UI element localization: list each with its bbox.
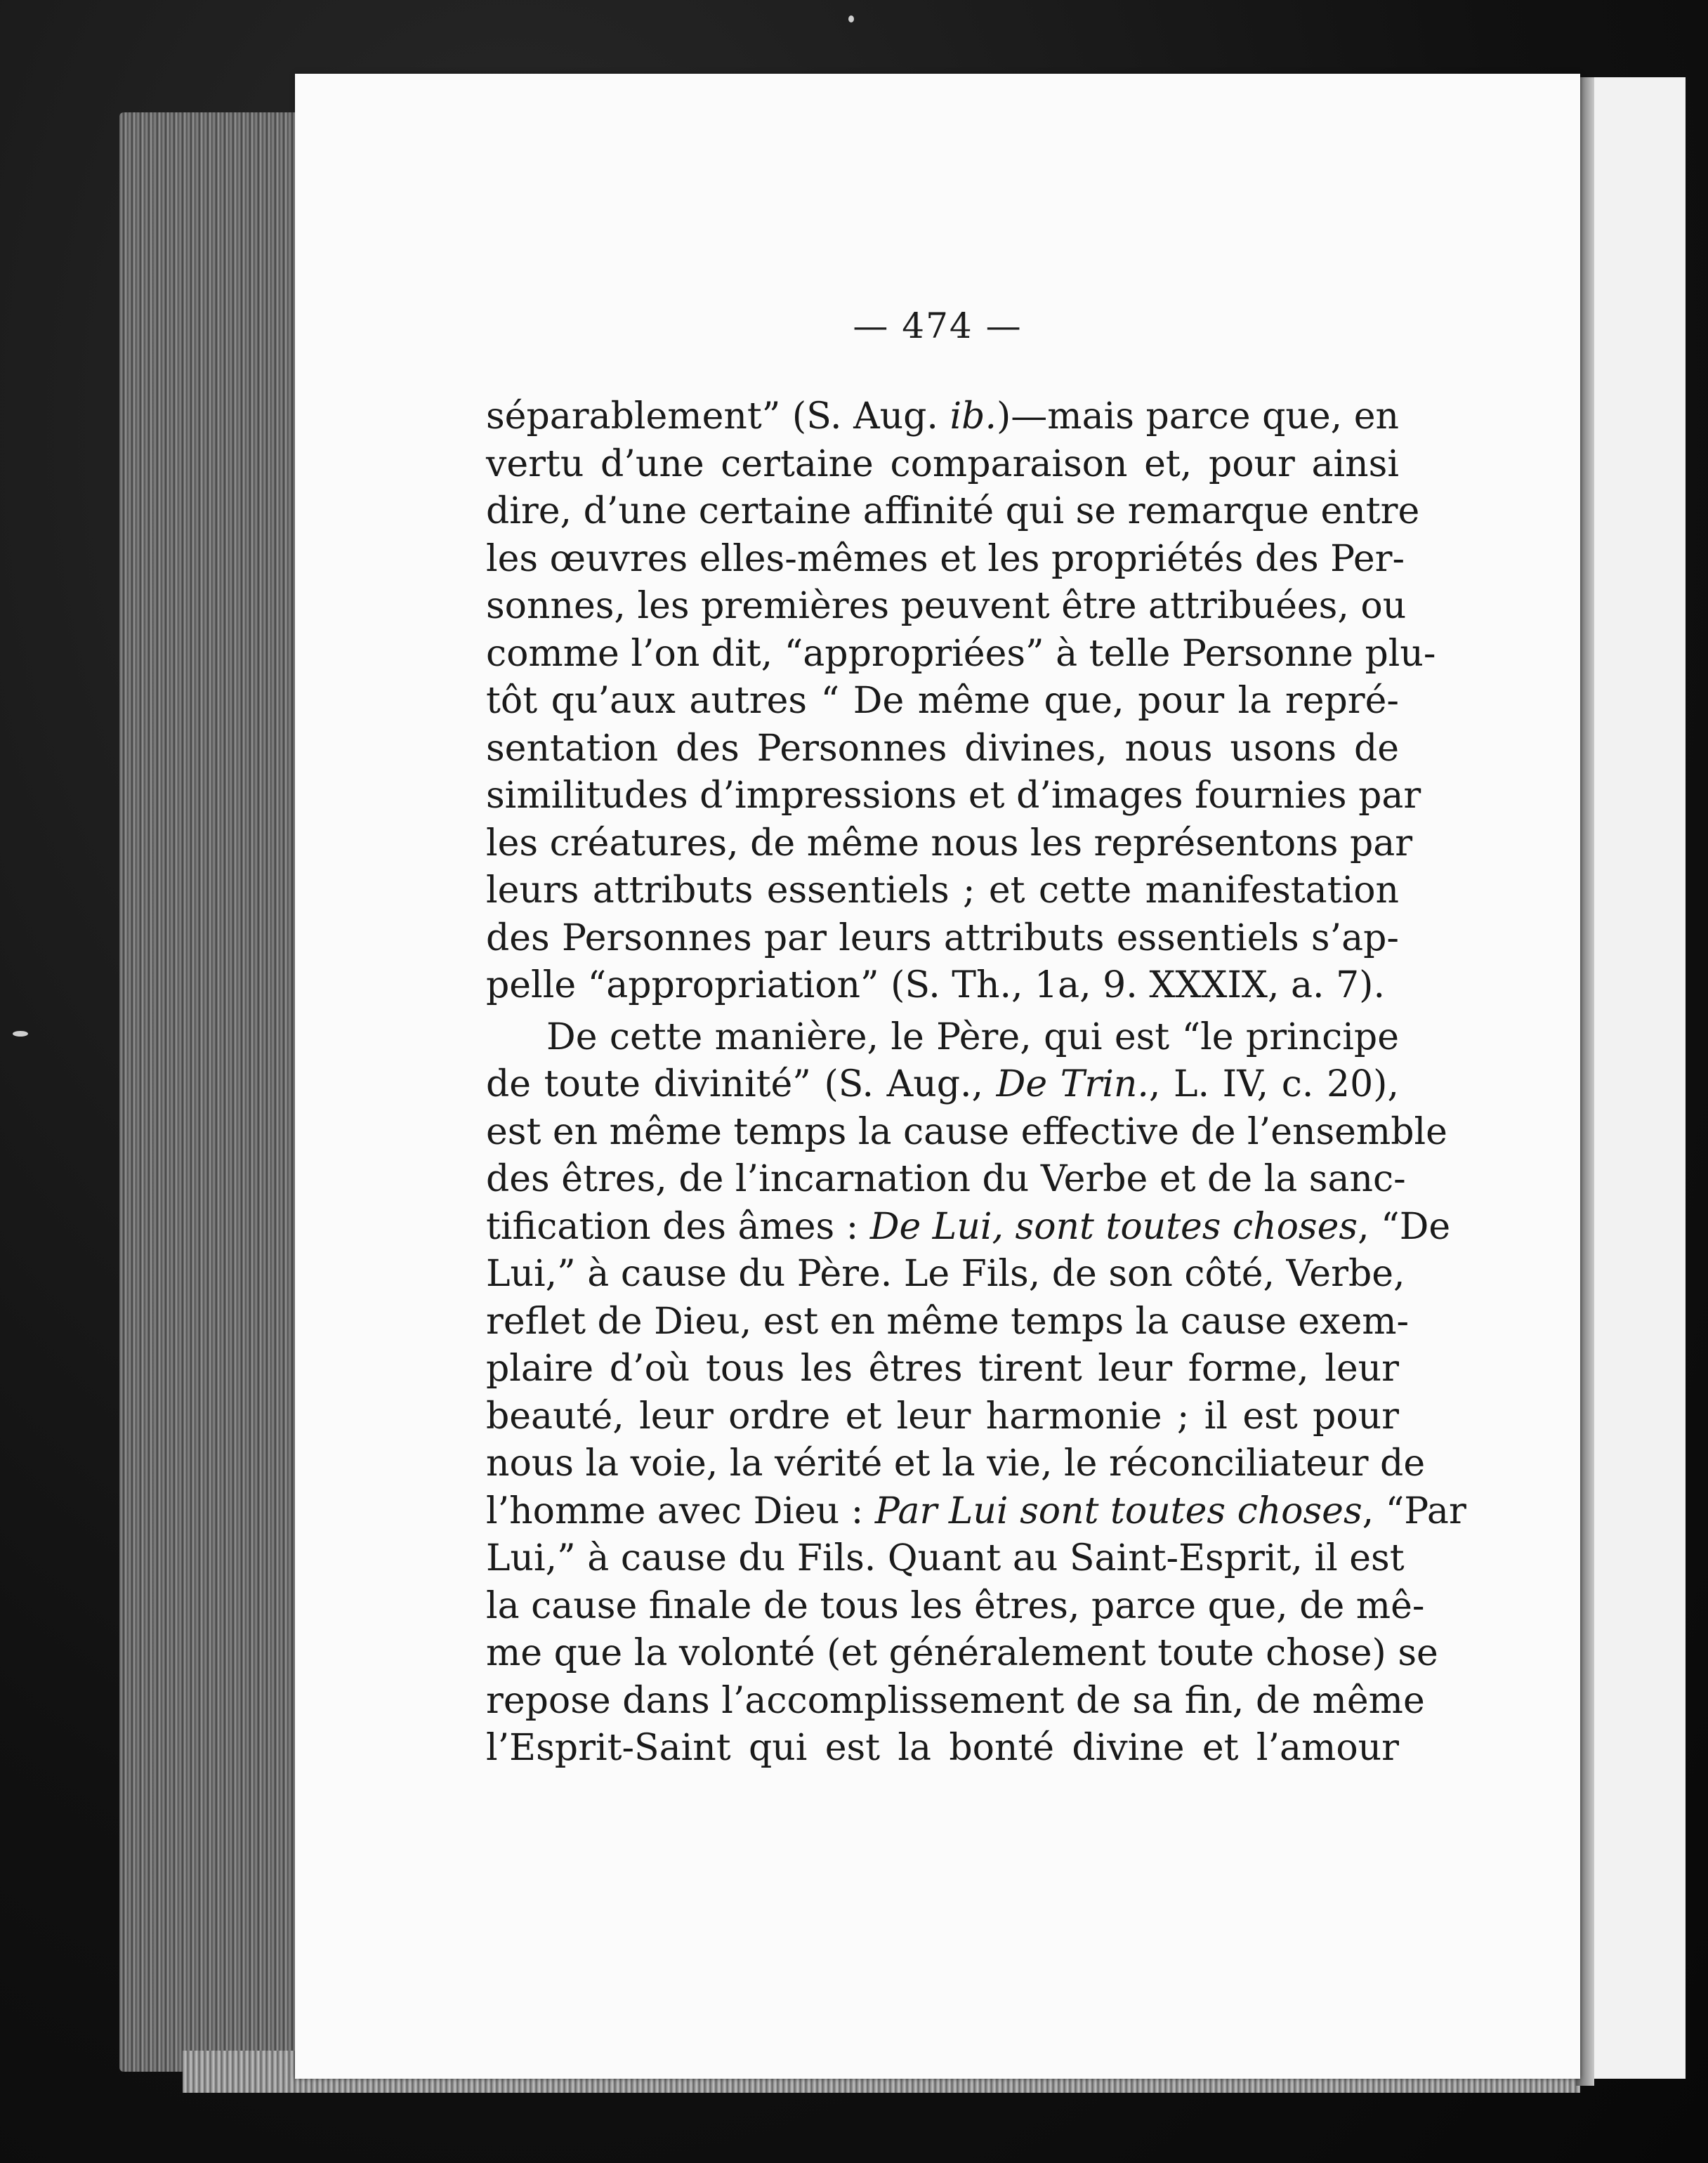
text-run: l’Esprit-Saint qui est la bonté divine et l’amour [486, 1727, 1399, 1769]
text-line [486, 1725, 1399, 1773]
text-run: les créatures, de même nous les représentons par [486, 822, 1413, 864]
text-line [486, 1299, 1410, 1346]
paragraph [486, 1014, 1466, 1773]
italic-text: ib. [950, 395, 997, 438]
text-run: plaire d’où tous les êtres tirent leur forme, leur [486, 1348, 1399, 1390]
text-line [486, 1630, 1438, 1678]
text-run: comme l’on dit, “appropriées” à telle Personne plu- [486, 632, 1436, 675]
text-run: )—mais parce que, en [996, 395, 1400, 438]
text-line [486, 1156, 1406, 1204]
text-line [486, 867, 1399, 915]
text-line [486, 1440, 1426, 1488]
text-run: l’homme avec Dieu : [486, 1490, 875, 1532]
text-line [486, 915, 1399, 963]
text-line [486, 772, 1421, 820]
text-line [486, 1014, 1399, 1062]
text-run: Lui,” à cause du Fils. Quant au Saint-Esprit, il est [486, 1537, 1405, 1579]
text-line [486, 725, 1399, 773]
text-line [486, 962, 1399, 1010]
text-line [486, 1061, 1399, 1109]
text-run: séparablement” (S. Aug. [486, 395, 950, 438]
text-run: sonnes, les premières peuvent être attribuées, ou [486, 585, 1407, 627]
text-run: pelle “appropriation” (S. Th., 1a, 9. XXXIX, a. 7). [486, 964, 1385, 1006]
text-line [486, 1251, 1405, 1299]
text-run: sentation des Personnes divines, nous usons de [486, 727, 1399, 770]
text-line [486, 1678, 1425, 1725]
text-run: repose dans l’accomplissement de sa fin, de même [486, 1679, 1425, 1722]
book-page [295, 74, 1580, 2079]
scan-speck [848, 15, 854, 22]
text-line [486, 1535, 1405, 1583]
text-line [486, 1583, 1425, 1631]
text-line [486, 488, 1420, 536]
text-run: est en même temps la cause effective de l’ensemble [486, 1110, 1447, 1153]
text-line [486, 536, 1405, 584]
text-run: vertu d’une certaine comparaison et, pour ainsi [486, 442, 1399, 485]
text-run: leurs attributs essentiels ; et cette manifestation [486, 869, 1399, 912]
text-run: similitudes d’impressions et d’images fournies par [486, 775, 1421, 817]
text-run: la cause finale de tous les êtres, parce que, de mê- [486, 1584, 1425, 1627]
text-run: des êtres, de l’incarnation du Verbe et de la sanc- [486, 1158, 1406, 1200]
body-text [486, 393, 1466, 1773]
text-run: dire, d’une certaine affinité qui se remarque entre [486, 490, 1420, 532]
text-run: Lui,” à cause du Père. Le Fils, de son côté, Verbe, [486, 1253, 1405, 1295]
text-run: beauté, leur ordre et leur harmonie ; il est pour [486, 1395, 1399, 1438]
paragraph [486, 393, 1436, 1010]
text-run: nous la voie, la vérité et la vie, le réconciliateur de [486, 1442, 1426, 1485]
text-line [486, 678, 1399, 725]
text-line [486, 1204, 1451, 1251]
scan-speck [13, 1031, 28, 1037]
text-run: , “De [1358, 1205, 1451, 1248]
page-number: — 474 — [853, 305, 1023, 346]
text-run: les œuvres elles-mêmes et les propriétés des Per- [486, 537, 1405, 580]
text-line [486, 1346, 1399, 1393]
text-run: de toute divinité” (S. Aug., [486, 1063, 997, 1105]
text-run: tôt qu’aux autres “ De même que, pour la repré- [486, 680, 1399, 722]
italic-text: De Lui, sont toutes choses [869, 1205, 1358, 1248]
text-run: De cette manière, le Père, qui est “le principe [546, 1015, 1399, 1058]
text-run: , L. IV, c. 20), [1148, 1063, 1399, 1105]
text-line [486, 583, 1407, 631]
text-run: me que la volonté (et généralement toute chose) se [486, 1632, 1438, 1674]
text-line [486, 631, 1436, 678]
italic-text: De Trin. [996, 1063, 1149, 1105]
text-line [486, 1109, 1447, 1157]
text-line [486, 1393, 1399, 1441]
text-line [486, 393, 1399, 441]
text-line [486, 441, 1399, 489]
text-run: reflet de Dieu, est en même temps la cause exem- [486, 1300, 1410, 1343]
text-line [486, 1488, 1466, 1536]
text-line [486, 820, 1413, 868]
text-run: des Personnes par leurs attributs essentiels s’ap- [486, 916, 1399, 959]
italic-text: Par Lui sont toutes choses [874, 1490, 1362, 1532]
text-run: tification des âmes : [486, 1205, 870, 1248]
text-run: , “Par [1362, 1490, 1466, 1532]
